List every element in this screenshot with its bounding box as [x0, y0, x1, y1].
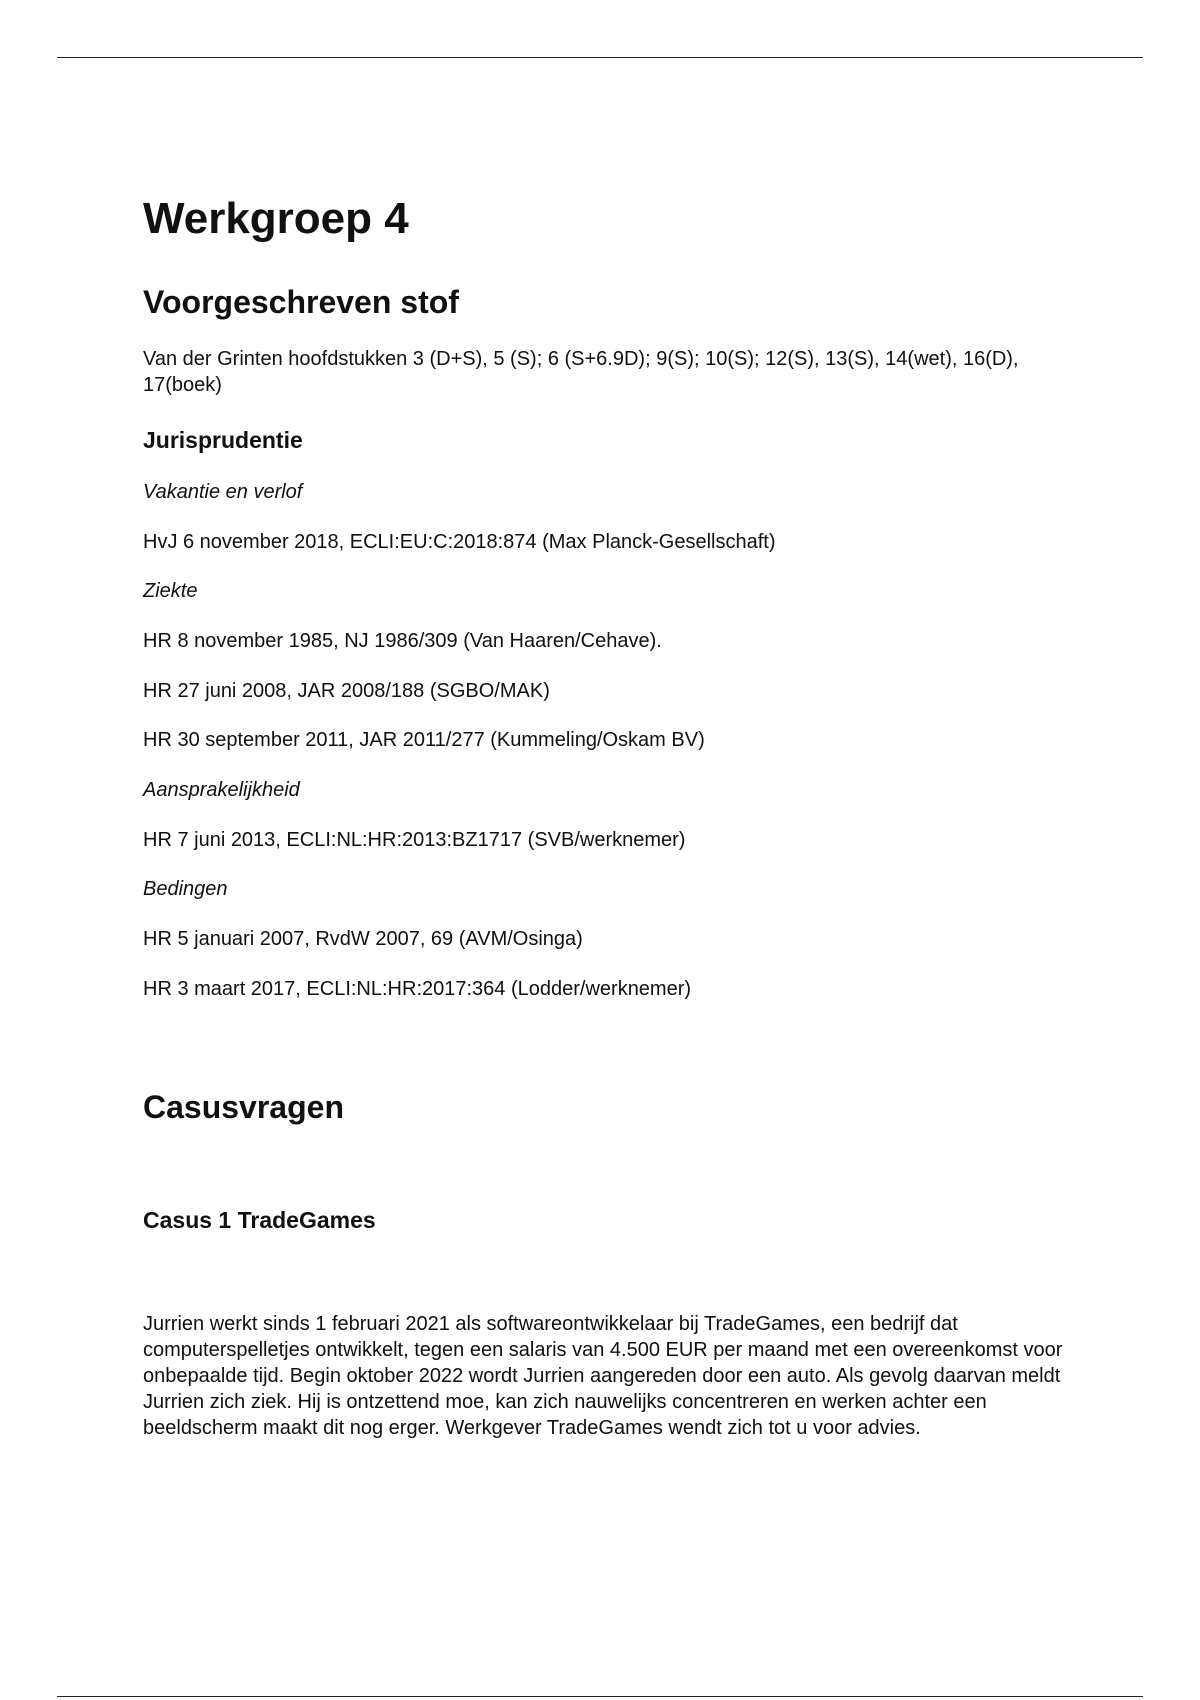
voorgeschreven-text: Van der Grinten hoofdstukken 3 (D+S), 5 (S); 6 (S+6.9D); 9(S); 10(S); 12(S), 13(S), 14(wet), 16(D), 17(boek)	[143, 348, 1019, 396]
category-aansprakelijkheid: Aansprakelijkheid	[143, 779, 300, 801]
category-bedingen: Bedingen	[143, 878, 228, 900]
jurisprudentie-heading: Jurisprudentie	[143, 427, 303, 453]
page-title: Werkgroep 4	[143, 194, 409, 243]
category-vakantie: Vakantie en verlof	[143, 481, 303, 503]
case-item: HR 3 maart 2017, ECLI:NL:HR:2017:364 (Lodder/werknemer)	[143, 978, 692, 1000]
case-item: HR 30 september 2011, JAR 2011/277 (Kummeling/Oskam BV)	[143, 729, 705, 751]
voorgeschreven-heading: Voorgeschreven stof	[143, 284, 459, 320]
category-ziekte: Ziekte	[143, 580, 198, 602]
casus1-text: Jurrien werkt sinds 1 februari 2021 als softwareontwikkelaar bij TradeGames, een bedrijf dat computerspelletjes ontwikkelt, tegen een salaris van 4.500 EUR per maand met een overeenkomst voor onbepaalde tijd. Begin oktober 2022 wordt Jurrien aangereden door een auto. Als gevolg daarvan meldt Jurrien zich ziek. Hij is ontzettend moe, kan zich nauwelijks concentreren en werken achter een beeldscherm maakt dit nog erger. Werkgever TradeGames wendt zich tot u voor advies.	[143, 1313, 1063, 1439]
case-item: HR 8 november 1985, NJ 1986/309 (Van Haaren/Cehave).	[143, 630, 662, 652]
casusvragen-heading: Casusvragen	[143, 1089, 344, 1125]
case-item: HvJ 6 november 2018, ECLI:EU:C:2018:874 (Max Planck-Gesellschaft)	[143, 531, 776, 553]
case-item: HR 27 juni 2008, JAR 2008/188 (SGBO/MAK)	[143, 680, 550, 702]
casus1-heading: Casus 1 TradeGames	[143, 1207, 376, 1233]
case-item: HR 7 juni 2013, ECLI:NL:HR:2013:BZ1717 (SVB/werknemer)	[143, 829, 686, 851]
case-item: HR 5 januari 2007, RvdW 2007, 69 (AVM/Osinga)	[143, 928, 583, 950]
bottom-rule	[57, 1696, 1143, 1697]
top-rule	[57, 57, 1143, 58]
